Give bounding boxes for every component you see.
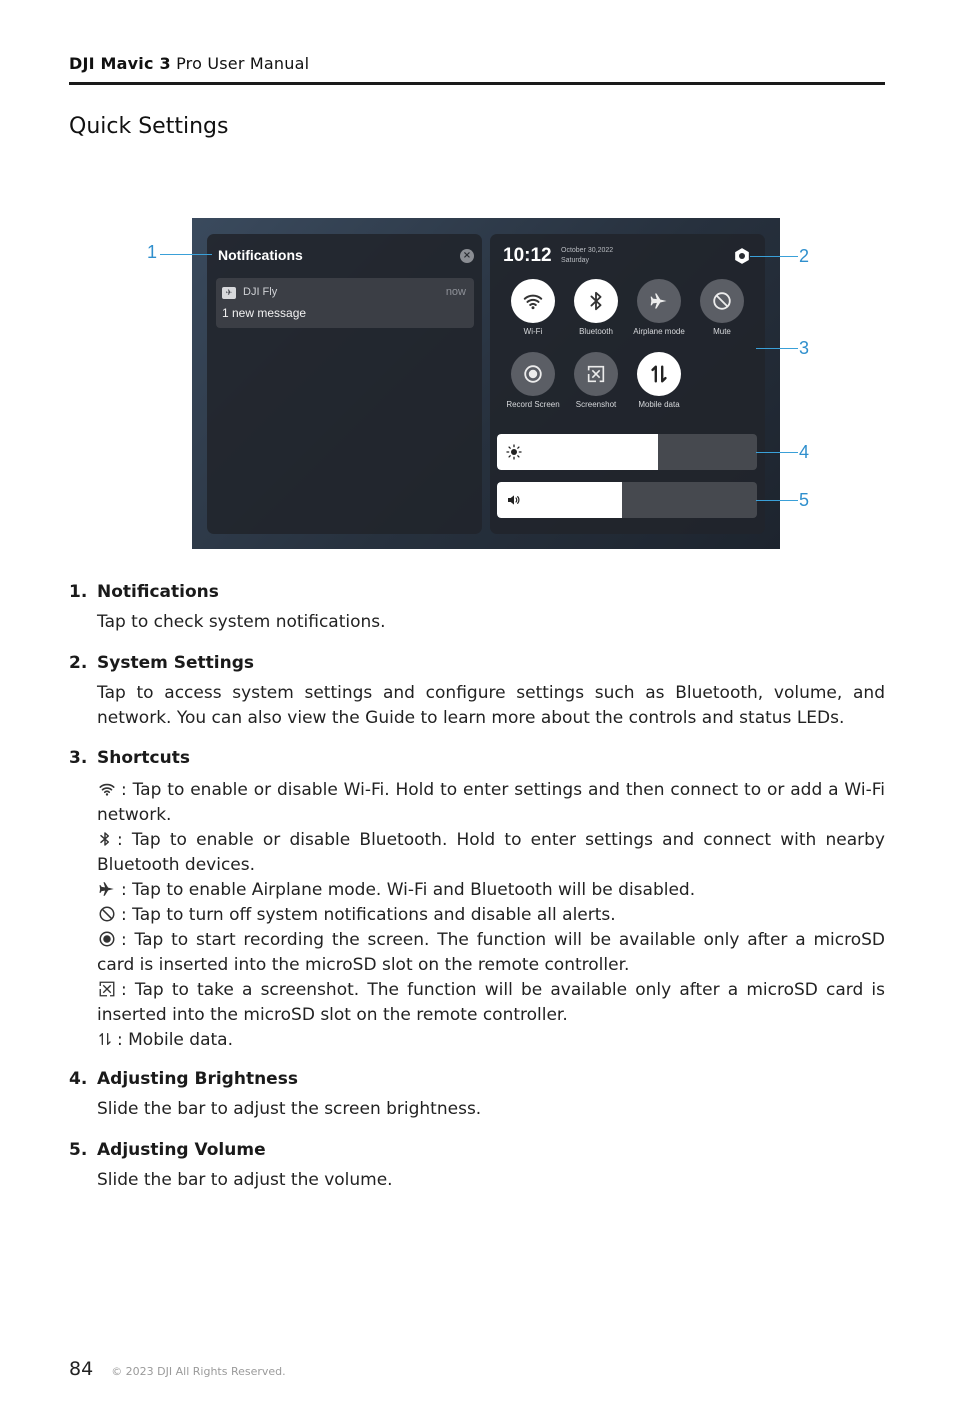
item-number: 1.: [69, 582, 88, 602]
shortcut-record-screen: [501, 352, 565, 409]
mute-icon: [97, 905, 117, 923]
shortcut-desc-text: : Mobile data.: [117, 1030, 233, 1050]
item-body: Tap to access system settings and configure settings such as Bluetooth, volume, and network. You can also view the Guide to learn more about the controls and status LEDs.: [97, 683, 885, 728]
shortcut-desc-wifi: [97, 778, 885, 828]
gear-icon: [733, 247, 751, 265]
list-item-notifications: [69, 579, 885, 635]
screenshot-toggle: [574, 352, 618, 396]
shortcut-label: Record Screen: [506, 400, 560, 409]
mute-icon: [711, 290, 733, 312]
page-footer: [69, 1358, 286, 1380]
screenshot-icon: [97, 980, 117, 998]
item-number: 4.: [69, 1069, 88, 1089]
item-title: Adjusting Volume: [97, 1140, 266, 1160]
shortcut-mute: [690, 279, 754, 336]
sun-icon: [506, 444, 522, 460]
mobile-data-icon: [97, 1030, 113, 1048]
item-body: Slide the bar to adjust the screen brightness.: [97, 1099, 482, 1119]
item-number: 2.: [69, 653, 88, 673]
clear-notifications-icon: ×: [460, 249, 474, 263]
shortcut-desc-mobile-data: [97, 1028, 885, 1053]
description-list: [69, 579, 885, 1193]
mobile-data-icon: [648, 363, 670, 385]
shortcut-wifi: [501, 279, 565, 336]
shortcut-desc-text: : Tap to enable or disable Wi-Fi. Hold to enter settings and then connect to or add a Wi-Fi network.: [97, 780, 885, 825]
section-title: Quick Settings: [69, 114, 229, 139]
item-title: Notifications: [97, 582, 219, 602]
quick-settings-panel: [490, 234, 765, 534]
shortcut-label: Screenshot: [575, 400, 617, 409]
clock-date: October 30,2022: [561, 247, 614, 254]
shortcut-label: Mute: [713, 327, 731, 336]
shortcut-desc-bluetooth: [97, 828, 885, 878]
shortcut-desc-record: [97, 928, 885, 978]
list-item-system-settings: [69, 650, 885, 731]
list-item-brightness: [69, 1066, 885, 1122]
item-number: 3.: [69, 748, 88, 768]
bluetooth-icon: [585, 290, 607, 312]
notification-time: now: [445, 286, 466, 298]
shortcut-screenshot: [564, 352, 628, 409]
notifications-panel: [207, 234, 482, 534]
clock-day: Saturday: [561, 257, 590, 264]
volume-slider: [497, 482, 757, 518]
notification-card: [216, 278, 474, 328]
header-title: Pro User Manual: [176, 54, 310, 73]
shortcut-desc-airplane: [97, 878, 885, 903]
callout-3: 3: [799, 338, 810, 358]
callout-line-2: [750, 256, 798, 257]
mute-toggle: [700, 279, 744, 323]
item-body: Slide the bar to adjust the volume.: [97, 1170, 393, 1190]
shortcut-bluetooth: [564, 279, 628, 336]
bluetooth-icon: [97, 830, 113, 848]
page-number: 84: [69, 1358, 94, 1380]
quick-settings-screenshot: [192, 218, 780, 549]
shortcut-desc-text: : Tap to enable Airplane mode. Wi-Fi and Bluetooth will be disabled.: [121, 880, 696, 900]
list-item-shortcuts: [69, 745, 885, 1053]
shortcut-desc-text: : Tap to turn off system notifications and disable all alerts.: [121, 905, 616, 925]
shortcut-desc-mute: [97, 903, 885, 928]
list-item-volume: [69, 1137, 885, 1193]
shortcut-label: Bluetooth: [579, 327, 613, 336]
shortcut-label: Airplane mode: [633, 327, 685, 336]
record-icon: [97, 930, 117, 948]
header-text: [69, 54, 309, 73]
notification-app-name: DJI Fly: [243, 286, 278, 298]
shortcut-desc-text: : Tap to start recording the screen. The function will be available only after a microSD card is inserted into the microSD slot on the remote controller.: [97, 930, 885, 975]
notification-message: 1 new message: [222, 306, 307, 320]
shortcut-desc-text: : Tap to enable or disable Bluetooth. Hold to enter settings and connect with nearby Bluetooth devices.: [97, 830, 885, 875]
mobile-data-toggle: [637, 352, 681, 396]
wifi-toggle: [511, 279, 555, 323]
screenshot-icon: [585, 363, 607, 385]
record-icon: [522, 363, 544, 385]
wifi-icon: [97, 780, 117, 798]
callout-1: 1: [147, 242, 158, 262]
record-toggle: [511, 352, 555, 396]
callout-line-3: [756, 348, 798, 349]
speaker-icon: [506, 492, 522, 508]
callout-line-1: [160, 254, 212, 255]
bluetooth-toggle: [574, 279, 618, 323]
callout-line-5: [756, 500, 798, 501]
callout-5: 5: [799, 490, 810, 510]
page-header: [69, 54, 885, 85]
callout-2: 2: [799, 246, 810, 266]
copyright: © 2023 DJI All Rights Reserved.: [111, 1365, 286, 1378]
header-brand: DJI Mavic 3: [69, 54, 171, 73]
shortcut-label: Mobile data: [638, 400, 680, 409]
callout-line-4: [756, 452, 798, 453]
brightness-slider: [497, 434, 757, 470]
item-number: 5.: [69, 1140, 88, 1160]
airplane-icon: [97, 880, 117, 898]
callout-4: 4: [799, 442, 810, 462]
dji-fly-app-icon: ✈: [222, 287, 236, 299]
shortcut-label: Wi-Fi: [523, 327, 543, 336]
item-title: Adjusting Brightness: [97, 1069, 298, 1089]
item-title: System Settings: [97, 653, 254, 673]
clock-time: 10:12: [503, 245, 552, 266]
shortcut-desc-screenshot: [97, 978, 885, 1028]
shortcut-mobile-data: [627, 352, 691, 409]
shortcut-airplane: [627, 279, 691, 336]
item-body: Tap to check system notifications.: [97, 612, 386, 632]
shortcut-desc-text: : Tap to take a screenshot. The function will be available only after a microSD card is inserted into the microSD slot on the remote controller.: [97, 980, 885, 1025]
wifi-icon: [522, 290, 544, 312]
notifications-title: Notifications: [218, 247, 303, 263]
airplane-icon: [649, 291, 669, 311]
item-title: Shortcuts: [97, 748, 190, 768]
airplane-toggle: [637, 279, 681, 323]
